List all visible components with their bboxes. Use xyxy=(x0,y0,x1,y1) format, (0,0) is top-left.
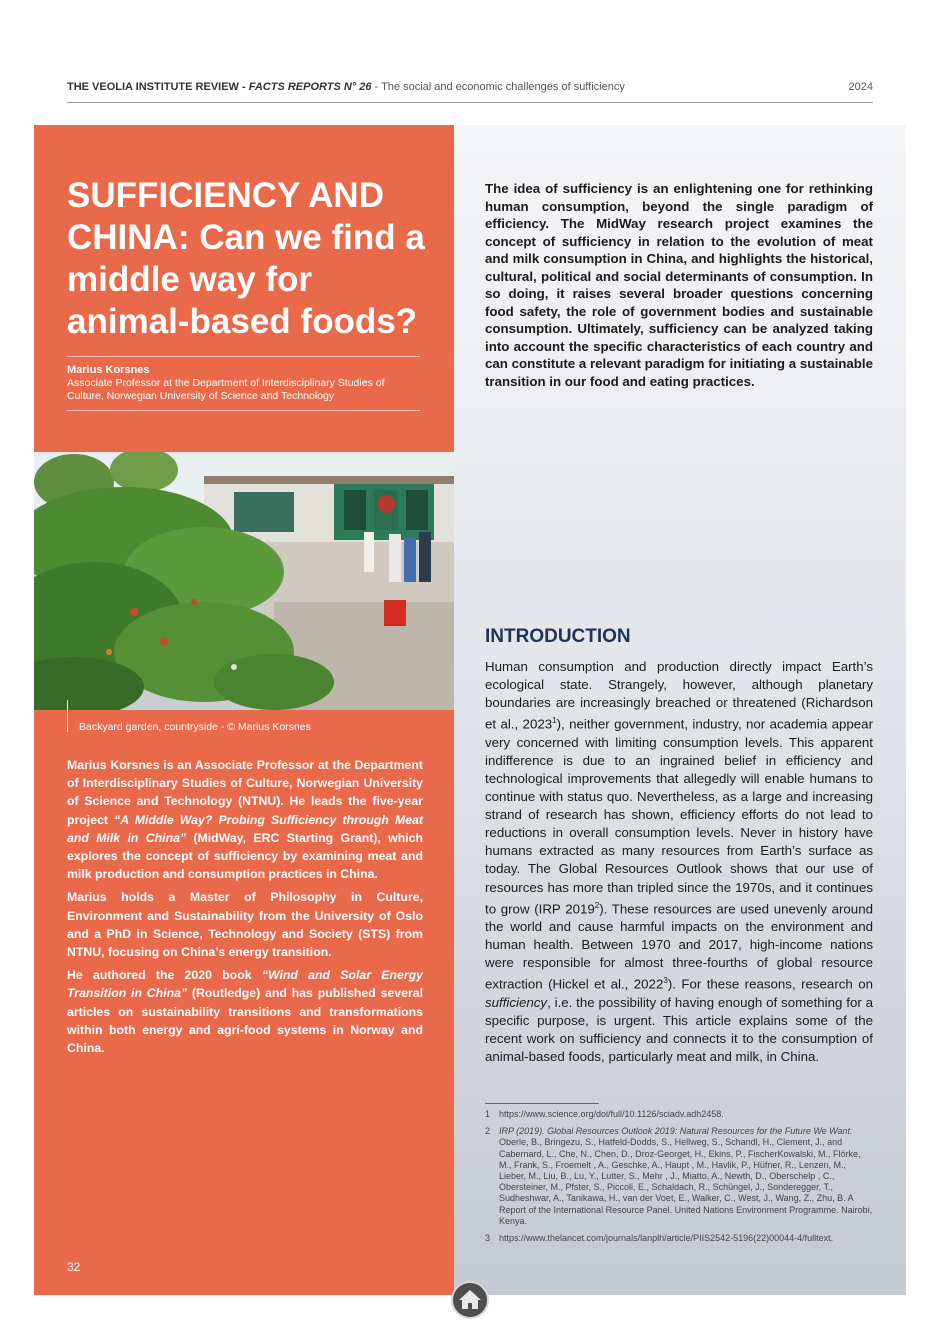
bio-paragraph-1 xyxy=(67,756,423,883)
intro-text-3: ). These resources are used unevenly around the world and cause harmful impacts on the environment and human health. Between 1970 and 2017, high-income nations were responsible for almost three-fourths of global resource extraction (Hickel et al., 2022 xyxy=(485,901,873,992)
garden-photo xyxy=(34,452,454,710)
article-title: SUFFICIENCY AND CHINA: Can we find a middle way for animal-based foods? xyxy=(67,176,425,341)
footnote-link[interactable]: https://www.thelancet.com/journals/lanplh/article/PIIS2542-5196(22)00044-4/fulltext. xyxy=(499,1233,834,1244)
footnote-text xyxy=(499,1109,873,1120)
intro-text-5: , i.e. the possibility of having enough of something for a specific purpose, is urgent. This article explains some of the recent work on sufficiency and connects it to the consumption of animal-based foods, particularly meat and milk, in China. xyxy=(485,994,873,1065)
intro-emphasis: sufficiency xyxy=(485,994,548,1010)
footnote-link[interactable]: https://www.science.org/doi/full/10.1126/sciadv.adh2458. xyxy=(499,1109,724,1119)
footnote-ref-1[interactable]: 1 xyxy=(552,716,557,726)
footnote-2 xyxy=(485,1126,873,1227)
introduction-body xyxy=(485,658,873,1066)
footnote-divider xyxy=(485,1103,599,1104)
bio-p1-text-end: (MidWay, ERC Starting Grant), which explores the concept of sufficiency by examining meat and milk production and consumption practices in China. xyxy=(67,830,424,882)
author-divider xyxy=(67,410,420,411)
header-year: 2024 xyxy=(848,81,873,93)
bio-paragraph-2: Marius holds a Master of Philosophy in Culture, Environment and Sustainability from the University of Oslo and a PhD in Science, Technology and Society (STS) from NTNU, focusing on China’s energy transition. xyxy=(67,890,423,960)
author-name: Marius Korsnes xyxy=(67,364,150,376)
footnote-number: 2 xyxy=(485,1126,491,1137)
home-icon xyxy=(453,1283,487,1317)
bio-p3-text-end: (Routledge) and has published several articles on sustainability transitions and transformations within both energy and agri-food systems in Norway and China. xyxy=(67,986,423,1056)
header-title xyxy=(67,81,625,93)
bio-book-title: “Wind and Solar Energy Transition in China” xyxy=(67,968,423,1001)
lead-paragraph: The idea of sufficiency is an enlightening one for rethinking human consumption, beyond the single paradigm of efficiency. The MidWay research project examines the concept of sufficiency in relation to the evolution of meat and milk consumption in China, and highlights the historical, cultural, political and social determinants of consumption. In so doing, it raises several broader questions concerning food safety, the role of government bodies and sustainable consumption. Ultimately, sufficiency can be analyzed taking into account the specific characteristics of each country and can constitute a relevant paradigm for initiating a sustainable transition in our food and eating practices. xyxy=(485,181,873,389)
footnotes xyxy=(485,1109,873,1250)
garden-photo-illustration xyxy=(34,452,454,710)
bio-project-title: “A Middle Way? Probing Sufficiency through Meat and Milk in China” xyxy=(67,812,423,845)
bio-p3-text: He authored the 2020 book xyxy=(67,968,262,983)
bio-paragraph-3 xyxy=(67,966,423,1057)
publication-name: THE VEOLIA INSTITUTE REVIEW - xyxy=(67,81,249,93)
footnote-reference: IRP (2019). Global Resources Outlook 2019: Natural Resources for the Future We Want. xyxy=(499,1126,853,1137)
header-subtitle: - The social and economic challenges of sufficiency xyxy=(371,81,625,93)
intro-text-4: ). For these reasons, research on xyxy=(667,976,874,992)
introduction-heading: INTRODUCTION xyxy=(485,626,631,647)
footnote-number: 3 xyxy=(485,1233,491,1244)
footnote-text xyxy=(499,1126,873,1227)
footnote-number: 1 xyxy=(485,1109,491,1119)
page-number: 32 xyxy=(67,1260,81,1274)
report-number: FACTS REPORTS N° 26 xyxy=(248,81,372,93)
bio-p1-text: Marius Korsnes is an Associate Professor at the Department of Interdisciplinary Studies of Culture, Norwegian University of Science and Technology (NTNU). He leads the five-year project xyxy=(67,758,423,827)
title-divider xyxy=(67,356,420,357)
home-button[interactable] xyxy=(451,1281,489,1319)
footnote-1 xyxy=(485,1109,873,1120)
footnote-details: Oberle, B., Bringezu, S., Hatfeld-Dodds, S., Hellweg, S., Schandl, H., Clement, J., and Cabernard, L., Che, N., Chen, D., Droz-Georget, H., Ekins, P., FischerKowalski, M., Flörke, M., Frank, S., Froemelt , A., Geschke, A., Haupt , M., Havlik, P., Hüfner, R., Lenzen, M., Lieber, M., Liu, B., Lu, Y., Lutter, S., Mehr , J., Miatto, A., Newth, D., Oberschelp , C., Obersteiner, M., Pfster, S., Piccoli, E., Schaldach, R., Schüngel, J., Sonderegger, T., Sudheshwar, A., Tanikawa, H., van der Voet, E., Walker, C., West, J., Wang, Z., Zhu, B. A Report of the International Resource Panel. United Nations Environment Programme. Nairobi, Kenya. xyxy=(499,1137,873,1226)
running-header xyxy=(67,80,873,103)
caption-rule xyxy=(67,700,68,732)
footnote-3 xyxy=(485,1233,873,1244)
author-affiliation: Associate Professor at the Department of Interdisciplinary Studies of Culture, Norwegian University of Science and Technology xyxy=(67,377,385,402)
footnote-text xyxy=(499,1233,873,1244)
footnote-ref-3[interactable]: 3 xyxy=(663,976,668,986)
footnote-ref-2[interactable]: 2 xyxy=(594,900,600,910)
author-bio xyxy=(67,756,423,1062)
intro-text-2: ), neither government, industry, nor academia appear very concerned with limiting consumption levels. This apparent indifference is due to an ingrained belief in efficiency and technological improvements that allegedly will enable humans to continue with status quo. Nevertheless, as a large and increasing strand of research has shown, efficiency efforts do not lead to reductions in overall consumption levels. Never in history have humans extracted as many resources from Earth’s surface as today. The Global Resources Outlook shows that our use of resources has more than tripled since the 1970s, and it continues to grow (IRP 2019 xyxy=(485,716,874,917)
intro-text-1: Human consumption and production directly impact Earth’s ecological state. Strangely, however, although planetary boundaries are increasingly breached or threatened (Richardson et al., 2023 xyxy=(485,659,873,732)
photo-caption: Backyard garden, countryside - © Marius Korsnes xyxy=(79,721,311,733)
